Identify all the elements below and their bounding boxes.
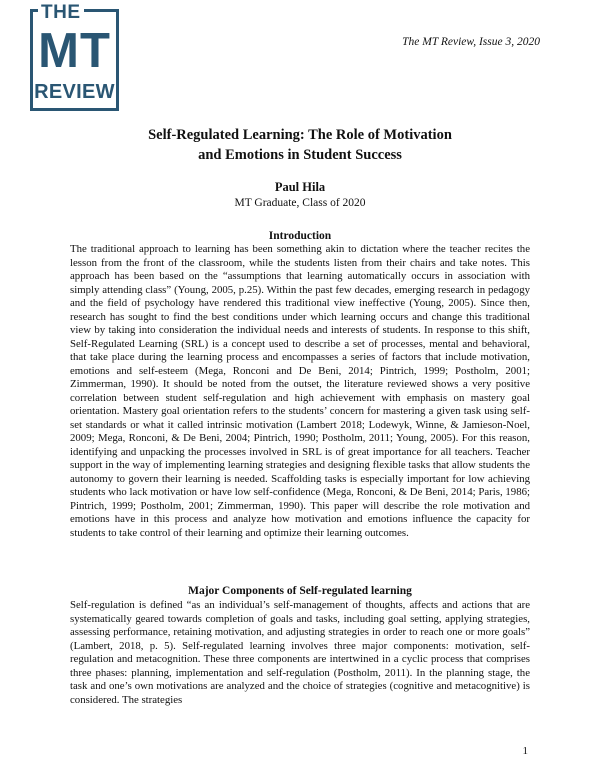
logo-word-the: THE [38, 3, 84, 22]
section-heading-components: Major Components of Self-regulated learning [188, 585, 412, 597]
author-name: Paul Hila [274, 180, 326, 194]
components-paragraph: Self-regulation is defined “as an individual’s self-management of thoughts, affects and actions that are systematically geared towards completion of goals and tasks, including goal setting, applying strategies, assessing performance, retaining motivation, and adjusting strategies in order to reach one or more goals” (Lambert, 2018, p. 5). Self-regulated learning involves three major components: motivation, self-regulation and metacognition. These three components are intertwined in a cyclic process that comprises three phases: planning, implementation and self-regulation (Postholm, 2011). In the planning stage, the task and one’s own motivations are analyzed and the choice of strategies (cognitive and metacognitive) is considered. The strategies [70, 599, 530, 706]
section-heading-introduction: Introduction [268, 230, 332, 242]
logo-word-review: REVIEW [34, 81, 115, 103]
author-affiliation: MT Graduate, Class of 2020 [234, 197, 366, 209]
journal-issue: The MT Review, Issue 3, 2020 [402, 36, 540, 48]
title-line-1: Self-Regulated Learning: The Role of Motivation [148, 127, 452, 143]
introduction-paragraph: The traditional approach to learning has been something akin to dictation where the teacher recites the lesson from the front of the classroom, while the students listen from their chairs and take notes. This approach has been based on the “assumptions that learning automatically occurs in association with simply attending class” (Young, 2005, p.25). Within the past few decades, emerging research in pedagogy and the field of psychology have rendered this traditional view ineffective (Young, 2005). Since then, research has sought to find the best conditions under which learning occurs and change this traditional view by taking into consideration the individual needs and interests of students. In response to this shift, Self-Regulated Learning (SRL) is a concept used to describe a set of processes, mental and behavioral, that take place during the learning process and encompasses a series of factors that include motivation, emotions and self-esteem (Mega, Ronconi and De Beni, 2014; Pintrich, 1999; Postholm, 2001; Zimmerman, 1990). It should be noted from the outset, the literature reviewed shows a very positive correlation between student self-regulation and high achievement with emphasis on mastery goal orientation. Mastery goal orientation refers to the students’ concern for mastering a given task using self-set standards or what it called intrinsic motivation (Lambert 2018; Lodewyk, Winne, & Jamieson-Noel, 2009; Mega, Ronconi, & De Beni, 2004; Pintrich, 1990; Postholm, 2011; Young, 2005). For this reason, identifying and unpacking the processes involved in SRL is of great importance for all teachers. Teacher support in the way of implementing learning strategies and designing flexible tasks that allow students the autonomy to govern their learning is needed. Scaffolding tasks is especially important for low achieving students who lack motivation or have low self-confidence (Mega, Ronconi, & De Beni, 2014; Paris, 1986; Pintrich, 1999; Postholm, 2001; Zimmerman, 1990). This paper will describe the role motivation and emotions have in this process and analyze how motivation and emotions influence the capacity for students to take control of their learning and optimize their learning outcomes. [70, 243, 530, 539]
page-number: 1 [522, 745, 528, 757]
title-line-2: and Emotions in Student Success [198, 147, 402, 163]
paper-title [120, 125, 480, 165]
logo-word-mt: MT [38, 24, 111, 78]
journal-logo [30, 2, 119, 111]
